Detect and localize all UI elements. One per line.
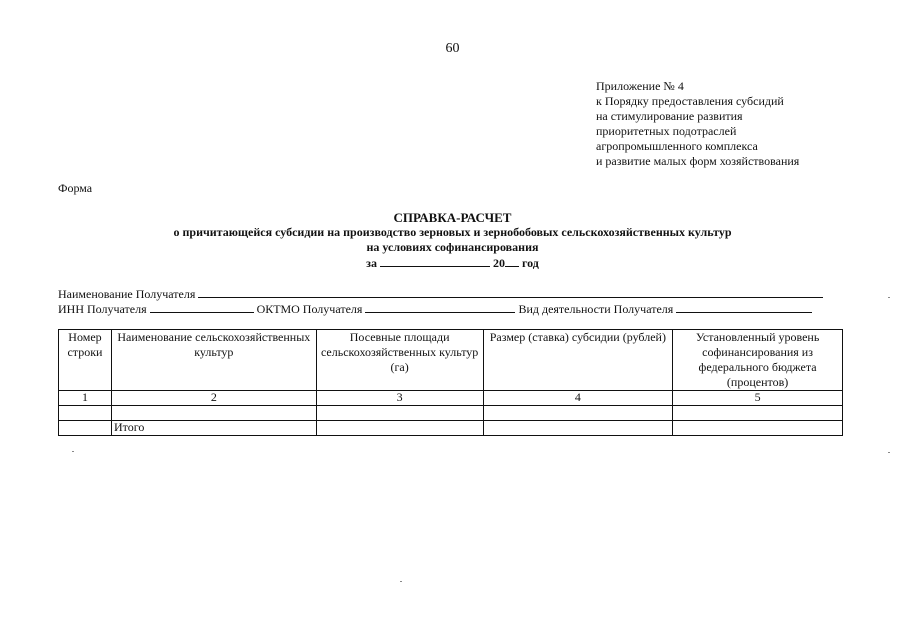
title-line-1: СПРАВКА-РАСЧЕТ (393, 210, 512, 225)
table-cell[interactable] (316, 421, 483, 436)
scan-speck (888, 452, 890, 453)
table-header-row (59, 330, 843, 391)
scan-speck (400, 581, 402, 582)
header-sown-area: Посевные площади сельскохозяйственных культур (га) (316, 330, 483, 391)
header-crop-name: Наименование сельскохозяйственных культур (111, 330, 316, 391)
scan-speck (888, 297, 890, 298)
header-cofinancing-level: Установленный уровень софинансирования из федерального бюджета (процентов) (673, 330, 843, 391)
year-blank[interactable] (505, 255, 519, 267)
table-cell[interactable] (59, 406, 112, 421)
table-cell[interactable] (673, 406, 843, 421)
activity-blank[interactable] (676, 301, 812, 313)
page-number: 60 (445, 41, 460, 56)
recipient-name-blank[interactable] (198, 286, 823, 298)
oktmo-blank[interactable] (365, 301, 515, 313)
recipient-ids-row (58, 301, 812, 317)
table-cell[interactable] (59, 421, 112, 436)
appendix-line: Приложение № 4 (596, 79, 684, 93)
table-row (59, 406, 843, 421)
title-line-3: на условиях софинансирования (366, 240, 539, 254)
total-label: Итого (111, 421, 316, 436)
inn-label: ИНН Получателя (58, 302, 147, 316)
table-cell[interactable] (111, 406, 316, 421)
inn-blank[interactable] (150, 301, 254, 313)
title-line-2: о причитающейся субсидии на производство зерновых и зернобобовых сельскохозяйственных культур (173, 225, 732, 239)
period-blank[interactable] (380, 255, 490, 267)
table-cell[interactable] (316, 406, 483, 421)
year-prefix: 20 (492, 256, 505, 270)
table-cell[interactable] (483, 406, 673, 421)
appendix-line: на стимулирование развития (596, 109, 743, 123)
recipient-name-label: Наименование Получателя (58, 287, 196, 301)
header-row-number: Номер строки (59, 330, 112, 391)
header-subsidy-rate: Размер (ставка) субсидии (рублей) (483, 330, 673, 391)
recipient-name-row (58, 286, 823, 302)
appendix-line: агропромышленного комплекса (596, 139, 758, 153)
appendix-line: приоритетных подотраслей (596, 124, 737, 138)
title-line-4 (0, 255, 905, 271)
period-prefix: за (366, 256, 377, 270)
column-number: 2 (111, 391, 316, 406)
appendix-line: к Порядку предоставления субсидий (596, 94, 784, 108)
appendix-line: и развитие малых форм хозяйствования (596, 154, 800, 168)
scan-speck (72, 451, 74, 452)
oktmo-label: ОКТМО Получателя (256, 302, 363, 316)
activity-label: Вид деятельности Получателя (518, 302, 674, 316)
column-number: 5 (673, 391, 843, 406)
total-row (59, 421, 843, 436)
subsidy-table (58, 329, 843, 436)
form-label: Форма (58, 181, 93, 195)
table-cell[interactable] (483, 421, 673, 436)
year-suffix: год (521, 256, 539, 270)
appendix-block (596, 79, 799, 169)
column-number: 3 (316, 391, 483, 406)
column-number: 4 (483, 391, 673, 406)
column-number-row (59, 391, 843, 406)
document-title (0, 210, 905, 271)
table-cell[interactable] (673, 421, 843, 436)
column-number: 1 (59, 391, 112, 406)
